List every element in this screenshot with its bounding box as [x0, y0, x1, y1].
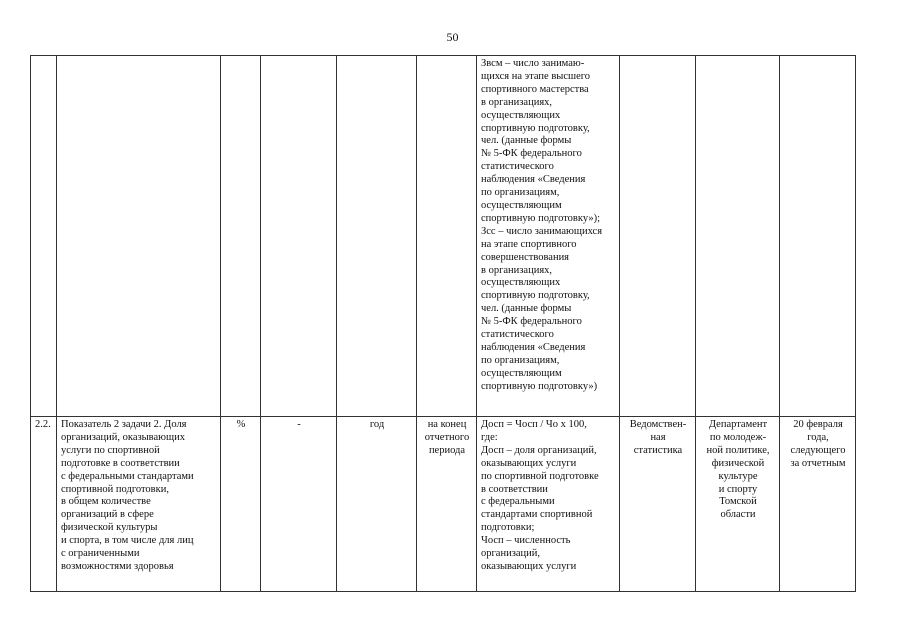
row-number-cell: 2.2. [31, 417, 57, 592]
period-cell: год [337, 417, 417, 592]
cell-empty [417, 56, 477, 417]
cell-empty [261, 56, 337, 417]
table-row-continuation [31, 56, 856, 417]
cell-empty [780, 56, 856, 417]
dash-cell: - [261, 417, 337, 592]
formula-cell: Досп = Чосп / Чо х 100, где: Досп – доля организаций, оказывающих услуги по спортивной подготовке в соответствии с федеральными стандартами спортивной подготовки; Чосп – численность организаций, оказывающих услуги [477, 417, 620, 592]
cell-empty [337, 56, 417, 417]
cell-empty [620, 56, 696, 417]
deadline-cell: 20 февраля года, следующего за отчетным [780, 417, 856, 592]
moment-cell: на конец отчетного периода [417, 417, 477, 592]
source-cell: Ведомствен- ная статистика [620, 417, 696, 592]
responsible-cell: Департамент по молодеж- ной политике, физической культуре и спорту Томской области [696, 417, 780, 592]
table-row-2-2 [31, 417, 856, 592]
unit-cell: % [221, 417, 261, 592]
cell-empty [696, 56, 780, 417]
indicator-cell: Показатель 2 задачи 2. Доля организаций, оказывающих услуги по спортивной подготовке в соответствии с федеральными стандартами спортивной подготовки, в общем количестве организаций в сфере физической культуры и спорта, в том числе для лиц с ограниченными возможностями здоровья [57, 417, 221, 592]
formula-cell: Звсм – число занимаю- щихся на этапе высшего спортивного мастерства в организациях, осуществляющих спортивную подготовку, чел. (данные формы № 5-ФК федерального статистического наблюдения «Сведения по организациям, осуществляющим спортивную подготовку»); Зсс – число занимающихся на этапе спортивного совершенствования в организациях, осуществляющих спортивную подготовку, чел. (данные формы № 5-ФК федерального статистического наблюдения «Сведения по организациям, осуществляющим спортивную подготовку») [477, 56, 620, 417]
indicators-table [30, 55, 856, 592]
cell-empty [57, 56, 221, 417]
page-number: 50 [446, 30, 459, 44]
cell-empty [31, 56, 57, 417]
cell-empty [221, 56, 261, 417]
